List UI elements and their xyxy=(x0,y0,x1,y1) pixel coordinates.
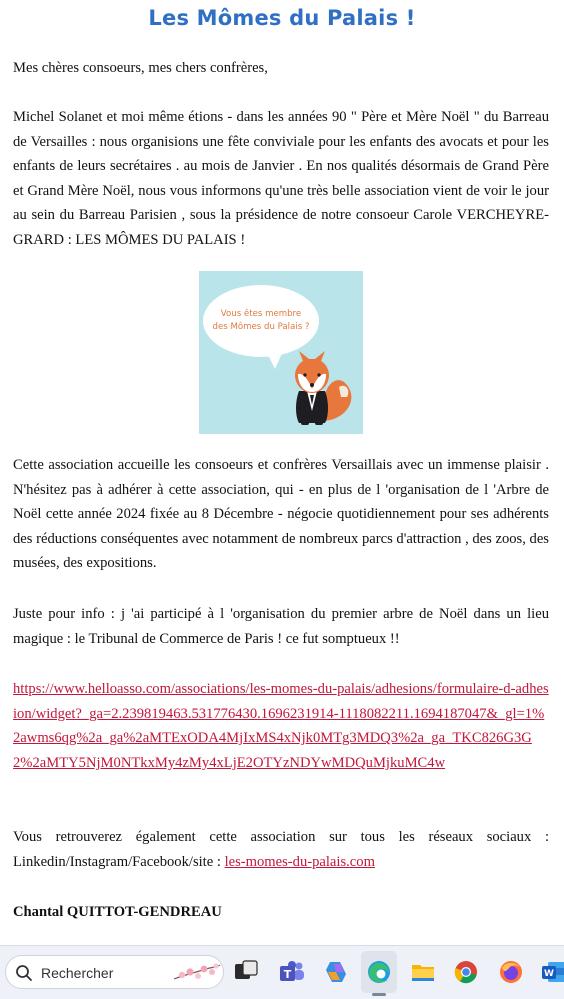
greeting: Mes chères consoeurs, mes chers confrères, xyxy=(13,60,268,76)
search-placeholder: Rechercher xyxy=(41,965,114,981)
paragraph-4-text: Vous retrouverez également cette association sur tous les réseaux sociaux : Linkedin/Instagram/Facebook/site : xyxy=(13,829,549,870)
bubble-text-line-1: Vous êtes membre xyxy=(220,309,302,319)
helloasso-link-paragraph xyxy=(13,677,549,775)
file-explorer-icon[interactable] xyxy=(409,958,437,986)
fox-speech-bubble-image xyxy=(199,271,363,434)
search-icon xyxy=(15,964,33,982)
active-app-indicator xyxy=(372,993,386,996)
svg-text:T: T xyxy=(283,968,292,981)
signature: Chantal QUITTOT-GENDREAU xyxy=(13,904,222,920)
site-link[interactable]: les-momes-du-palais.com xyxy=(224,853,375,870)
paragraph-3: Juste pour info : j 'ai participé à l 'organisation du premier arbre de Noël dans un lieu magique : le Tribunal de Commerce de Paris ! ce fut somptueux !! xyxy=(13,606,549,647)
helloasso-link[interactable]: https://www.helloasso.com/associations/les-momes-du-palais/adhesions/formulaire-d-adhesion/widget?_ga=2.239819463.531776430.1696231914-1118082211.1694187047&_gl=1%2awms6qg%2a_ga%2aMTExODA4MjIxMS4xNjk0MTg3MDQ3%2a_ga_TKC826G3G2%2aMTY5NjM0NTkxMy4zMy4xLjE2OTYzNDYwMDQuMjkuMC4w xyxy=(13,681,549,771)
edge-icon[interactable] xyxy=(365,958,393,986)
paragraph-4 xyxy=(13,825,549,874)
taskbar-search-box[interactable] xyxy=(5,955,224,989)
firefox-icon[interactable] xyxy=(497,958,525,986)
bubble-text-line-2: des Mômes du Palais ? xyxy=(212,322,310,332)
paragraph-2: Cette association accueille les consoeurs et confrères Versaillais avec un immense plaisir . N'hésitez pas à adhérer à cette association, qui - en plus de l 'organisation de l 'Arbre de Noël cette année 2024 fixée au 8 Décembre - négocie quotidiennement pour ses adhérents des réductions conséquentes avec notamment de nombreux parcs d'attraction , des zoos, des musées, des expositions. xyxy=(13,457,549,572)
cherry-blossom-icon xyxy=(172,961,222,985)
email-title: Les Mômes du Palais ! xyxy=(148,6,416,30)
svg-text:W: W xyxy=(544,969,554,979)
chrome-icon[interactable] xyxy=(452,958,480,986)
task-view-icon[interactable] xyxy=(232,958,260,986)
copilot-icon[interactable] xyxy=(322,958,350,986)
word-icon[interactable] xyxy=(540,958,564,986)
paragraph-1: Michel Solanet et moi même étions - dans les années 90 " Père et Mère Noël " du Barreau de Versailles : nous organisions une fête conviviale pour les enfants des avocats et pour les enfants de leurs secrétaires . au mois de Janvier . En nos qualités désormais de Grand Père et Grand Mère Noël, nous vous informons qu'une très belle association vient de voir le jour au sein du Barreau Parisien , sous la présidence de notre consoeur Carole VERCHEYRE-GRARD : LES MÔMES DU PALAIS ! xyxy=(13,109,549,248)
teams-icon[interactable] xyxy=(278,958,306,986)
windows-taskbar xyxy=(0,945,564,999)
